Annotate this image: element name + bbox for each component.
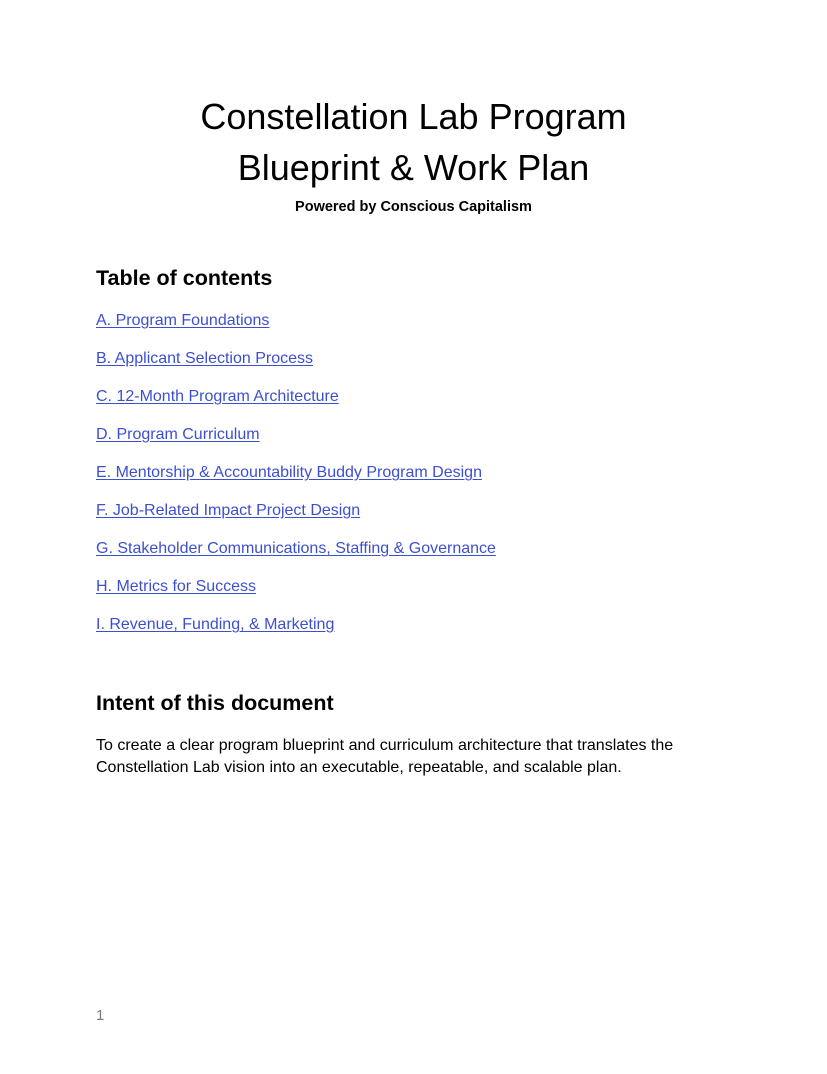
table-of-contents: [96, 311, 496, 653]
toc-link-metrics-for-success[interactable]: H. Metrics for Success: [96, 578, 257, 595]
toc-item: [96, 463, 496, 501]
toc-link-impact-project[interactable]: F. Job-Related Impact Project Design: [96, 502, 361, 519]
toc-link-program-architecture[interactable]: C. 12-Month Program Architecture: [96, 388, 339, 405]
document-subtitle: Powered by Conscious Capitalism: [295, 199, 532, 215]
toc-item: [96, 577, 496, 615]
document-title-line-1: Constellation Lab Program: [200, 96, 627, 137]
toc-item: [96, 615, 496, 653]
document-title-line-2: Blueprint & Work Plan: [237, 147, 590, 188]
toc-link-applicant-selection[interactable]: B. Applicant Selection Process: [96, 350, 314, 367]
toc-item: [96, 539, 496, 577]
toc-item: [96, 387, 496, 425]
toc-heading: Table of contents: [96, 266, 273, 290]
toc-link-mentorship-design[interactable]: E. Mentorship & Accountability Buddy Program Design: [96, 464, 482, 481]
toc-link-stakeholder-communications[interactable]: G. Stakeholder Communications, Staffing & Governance: [96, 540, 496, 557]
toc-link-revenue-funding-marketing[interactable]: I. Revenue, Funding, & Marketing: [96, 616, 335, 633]
toc-link-program-curriculum[interactable]: D. Program Curriculum: [96, 426, 260, 443]
page-number: 1: [96, 1007, 105, 1024]
toc-item: [96, 311, 496, 349]
toc-link-program-foundations[interactable]: A. Program Foundations: [96, 312, 270, 329]
toc-item: [96, 349, 496, 387]
intent-body-text: To create a clear program blueprint and curriculum architecture that translates the Constellation Lab vision into an executable, repeatable, and scalable plan.: [96, 737, 674, 776]
intent-heading: Intent of this document: [96, 691, 334, 715]
toc-item: [96, 501, 496, 539]
toc-item: [96, 425, 496, 463]
